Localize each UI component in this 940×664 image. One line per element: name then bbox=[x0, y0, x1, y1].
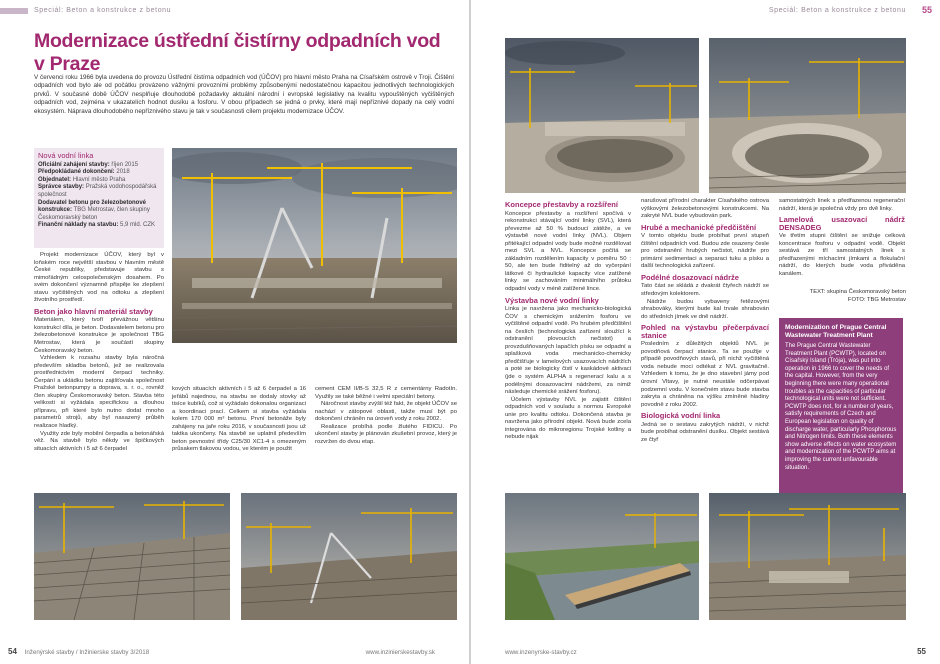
infobox-label: Objednatel: bbox=[38, 176, 72, 183]
subheading: Beton jako hlavní materiál stavby bbox=[34, 306, 153, 316]
text-credit: TEXT: skupina Českomoravský beton bbox=[809, 289, 906, 295]
infobox-title: Nová vodní linka bbox=[38, 151, 94, 160]
photo-construction-cranes bbox=[172, 148, 457, 343]
article-credits bbox=[810, 288, 906, 304]
infobox-row bbox=[38, 169, 160, 177]
subheading: Koncepce přestavby a rozšíření bbox=[505, 200, 618, 209]
paragraph: kových situacích aktivních i 5 až 6 čerpadel a 16 jeřábů najednou, na stavbu se dodaly stovky až tisíce kubíků, což si vyžádalo dokonalou organizaci a koordinaci prací. Celkem si stavba vyžádala kolem 170 000 m³ betonu. První betonáže byly zahájeny na jaře roku 2016, v současnosti jsou už taktka ukončeny. Na stavbě se uplatnil především beton pevnostní třídy C25/30 XC1-4 s omezeným průsakem tlakovou vodou, ve kterém je použit bbox=[172, 386, 306, 453]
top-page-number: 55 bbox=[921, 5, 932, 15]
subheading: Lamelová usazovací nádrž DENSADEG bbox=[779, 215, 905, 232]
subheading: Podélné dosazovací nádrže bbox=[641, 272, 739, 282]
infobox-value: 2018 bbox=[116, 169, 130, 176]
subheading: Pohled na výstavbu přečerpávací stanice bbox=[641, 323, 769, 340]
subheading: Biologická vodní linka bbox=[641, 411, 721, 421]
right-column-1 bbox=[505, 198, 631, 442]
left-page bbox=[0, 0, 469, 664]
infobox-row bbox=[38, 177, 160, 185]
paragraph: samostatných linek s předřazenou regenerační nádrží, která je společná vždy pro dvě linky. bbox=[779, 198, 905, 212]
english-summary-text: The Prague Central Wastewater Treatment Plant (PCWTP), located on Císařský Island (Trója), was put into operation in 1966 to cover the needs of the capital. However, from the very beginning there were many operational troubles as the capacities of particular technological units were not sufficient. PCWTP does not, for a number of years, satisfy requirements of Czech and European legislation on quality of discharge water, particularly Phosphorous and Nitrogen limits. Both these elements show adverse effects on water ecosystem and modernization of the PCWTP aims at improving the current unfavourable situation. bbox=[785, 343, 897, 471]
infobox-row bbox=[38, 184, 160, 199]
paragraph: Linka je navržena jako mechanicko-biologická ČOV s chemickým srážením fosforu ve vyčištěné odpadní vodě. Po hrubém předčištění na česlích (technologická zařízení sloužící k odstranění plovoucích nečistot) a provzdušňovaných lapačích písku se odpadní a splašková voda mechanicko-chemicky předčišťuje v lamelových usazovacích nádržích a poté se biologicky čistí v kaskádové aktivaci (jde o systém ALPHA s regenerací kalu a s podélnými dosazovacími nádržemi, za nimiž následuje chemické srážení fosforu). bbox=[505, 306, 631, 396]
paragraph: V tomto objektu bude probíhat první stupeň čištění odpadních vod. Budou zde osazeny česle pro odstranění hrubých nečistot, nádrže pro primární sedimentaci a separaci tuku a písku a další technologická zařízení. bbox=[641, 233, 769, 270]
running-header-bar bbox=[0, 8, 28, 14]
infobox-row bbox=[38, 200, 160, 223]
infobox-value: Pražská vodohospodářská společnost bbox=[38, 184, 157, 198]
infobox-label: Dodavatel betonu pro železobetonové konstrukce: bbox=[38, 199, 147, 214]
paragraph: cement CEM II/B-S 32,5 R z cementárny Radotín. Využily se také běžné i velmi speciální betony. bbox=[315, 386, 457, 400]
paragraph: Realizace probíhá podle žlutého FIDICU. Po ukončení stavby je plánován zkušební provoz, který je rozvržen do dvou etap. bbox=[315, 423, 457, 445]
left-footer-url[interactable]: www.inzinierskestavby.sk bbox=[365, 649, 435, 656]
paragraph: Ve třetím stupni čištění se snižuje celková koncentrace fosforu v odpadní vodě. Objekt sestává ze tří samostatných linek s předřazenými míchacími jímkami a flokulační nádrží, do kterých bude voda přiváděna kanálem. bbox=[779, 233, 905, 277]
infobox-value: říjen 2015 bbox=[111, 161, 139, 168]
english-summary-title: Modernization of Prague Central Wastewater Treatment Plant bbox=[785, 324, 887, 339]
infobox-value: Hlavní město Praha bbox=[72, 176, 126, 183]
subheading: Výstavba nové vodní linky bbox=[505, 295, 599, 305]
infobox-label: Správce stavby: bbox=[38, 184, 85, 191]
right-column-3 bbox=[779, 198, 905, 278]
project-infobox bbox=[34, 148, 164, 248]
paragraph: Tato část se skládá z dvakrát čtyřech nádrží se středovým kolektorem. bbox=[641, 283, 769, 298]
photo-river-barge bbox=[505, 493, 699, 620]
infobox-row bbox=[38, 162, 160, 170]
right-page bbox=[471, 0, 940, 664]
photo-circular-tanks-wide bbox=[505, 38, 699, 193]
infobox-label: Oficiální zahájení stavby: bbox=[38, 161, 110, 168]
infobox-row bbox=[38, 222, 160, 230]
running-header-right: Speciál: Beton a konstrukce z betonu bbox=[768, 7, 906, 14]
right-footer-url[interactable]: www.inzenyrske-stavby.cz bbox=[505, 649, 577, 656]
paragraph: Nádrže budou vybaveny řetězovými shrabováky, kterými bude kal trvale shrabován do středních jímek ve dně nádrží. bbox=[641, 298, 769, 320]
right-column-2 bbox=[641, 198, 769, 444]
english-summary-box bbox=[779, 318, 903, 498]
magazine-name: Inženýrské stavby / Inžinierske stavby 3/2018 bbox=[24, 649, 150, 656]
left-column-2 bbox=[172, 386, 306, 454]
article-lead: V červenci roku 1966 byla uvedena do provozu Ústřední čistírna odpadních vod (ÚČOV) pro hlavní město Praha na Císařském ostrově v Troji. Čištění odpadních vod bylo ale od počátku provázeno vážnými provozními problémy způsobenými nedostatečnou kapacitou jednotlivých technologických prvků. V současné době ÚČOV nesplňuje dlouhodobě požadavky aktuální národní i evropské legislativy na kvalitu vypouštěných vyčištěných odpadních vod, zejména v ukazatelích hodnot dusíku a fosforu. V obou případech se jedná o prvky, které mají nepříznivé dopady na celý vodní ekosystém. Náprava dlouhodobého nepříznivého stavu je tak v současnosti cílem projektu modernizace ÚČOV. bbox=[34, 74, 454, 115]
infobox-label: Předpokládané dokončení: bbox=[38, 169, 115, 176]
paragraph: Vzhledem k rozsahu stavby byla náročná především skladba betonů, jež se realizovala prostřednictvím moderní čerpací techniky. Čerpání a ukládku betonu zajišťovala společnost Pražské betonpumpy a doprava, s. r. o., rovněž člen skupiny Českomoravský beton. Stavba této velikosti si vyžádala specifickou a dlouhou přípravu, při které bylo nutno dodat mnoho parametrů strojů, aby byl nasazený průběh realizace hladký. bbox=[34, 355, 164, 430]
paragraph: Využity zde byly mobilní čerpadla a betonářská věž. Na stavbě bylo někdy ve špičkových situacích aktivních i 5 až 6 čerpadel bbox=[34, 430, 164, 452]
subheading: Hrubé a mechanické předčištění bbox=[641, 222, 757, 232]
paragraph: Projekt modernizace ÚČOV, který byl v loňském roce největší stavbou v hlavním městě České republiky, představuje stavbu s mimořádným celospolečenským dosahem. Po svém dokončení významně přispěje ke zlepšení stavu vyčištěných vod na odtoku a zlepšení životního prostředí. bbox=[34, 252, 164, 304]
photo-rebar-formwork bbox=[34, 493, 230, 620]
left-column-1 bbox=[34, 252, 164, 453]
page-number: 54 bbox=[8, 647, 17, 656]
paragraph: Koncepce přestavby a rozšíření spočívá v rekonstrukci stávající vodní linky (SVL), která převezme až 50 % budoucí zátěže, a ve výstavbě nové vodní linky (NVL). Objem přitékající odpadní vody bude možné rozdělovat mezi SVL a NVL. Koncepce počítá se základním rozdělením kapacity v poměru 50 : 50, ale ten bude řiditelný až do vyčerpání látkové či hydraulické kapacity více zatížené linky se zachováním minimálního průtoku odpadní vody v méně zatížené lince. bbox=[505, 210, 631, 293]
photo-pumping-station bbox=[709, 493, 906, 620]
paragraph: Účelem výstavby NVL je zajistit čištění odpadních vod v souladu s normou Evropské unie pro kvalitu odtoku. Dokončená stavba je navržena jako přírodní objekt. Nová bude zcela integrována do mikroregionu Trojské kotliny a nebude nijak bbox=[505, 396, 631, 441]
left-column-3 bbox=[315, 386, 457, 446]
running-header-left: Speciál: Beton a konstrukce z betonu bbox=[34, 7, 172, 14]
paragraph: Náročnost stavby zvýšil též fakt, že objekt ÚČOV se nachází v zátopové oblasti, takže musí být po dokončení chráněn na úroveň vody z roku 2002. bbox=[315, 401, 457, 423]
infobox-value: TBG Metrostav, člen skupiny Českomoravský beton bbox=[38, 207, 150, 221]
left-footer bbox=[8, 647, 149, 656]
paragraph: narušovat přírodní charakter Císařského ostrova výškovými železobetonovými konstrukcemi. Na zakryté NVL bude vybudován park. bbox=[641, 198, 769, 220]
paragraph: Posledním z důležitých objektů NVL je povodňová čerpací stanice. Ta se použije v případě povodňových stavů, při nichž vyčištěná voda nebude moci odtékat z NVL gravitačně. Vzhledem k tomu, že je dno stavební jámy pod úrovní Vltavy, je nutné neustále odčerpávat podzemní vodu. V konečném stavu bude stavba zakryta a chráněna na výšku zmíněné hladiny povodně z roku 2002. bbox=[641, 341, 769, 408]
article-title: Modernizace ústřední čistírny odpadních vod v Praze bbox=[34, 30, 441, 75]
photo-circular-tank-closeup bbox=[709, 38, 906, 193]
photo-credit: FOTO: TBG Metrostav bbox=[847, 297, 906, 303]
page-number: 55 bbox=[917, 647, 926, 656]
paragraph: Materiálem, který tvoří převážnou většinu konstrukcí díla, je beton. Dodavatelem betonu pro železobetonové konstrukce je společnost TBG Metrostav, která je součástí skupiny Českomoravský beton. bbox=[34, 317, 164, 354]
right-footer bbox=[917, 647, 932, 656]
infobox-label: Finanční náklady na stavbu: bbox=[38, 222, 119, 229]
infobox-value: 5,9 mld. CZK bbox=[120, 222, 156, 229]
paragraph: Jedná se o sestavu zakrytých nádrží, v nichž bude probíhat odstranění dusíku. Objekt sestává ze čtyř bbox=[641, 421, 769, 443]
photo-site-overview bbox=[241, 493, 457, 620]
